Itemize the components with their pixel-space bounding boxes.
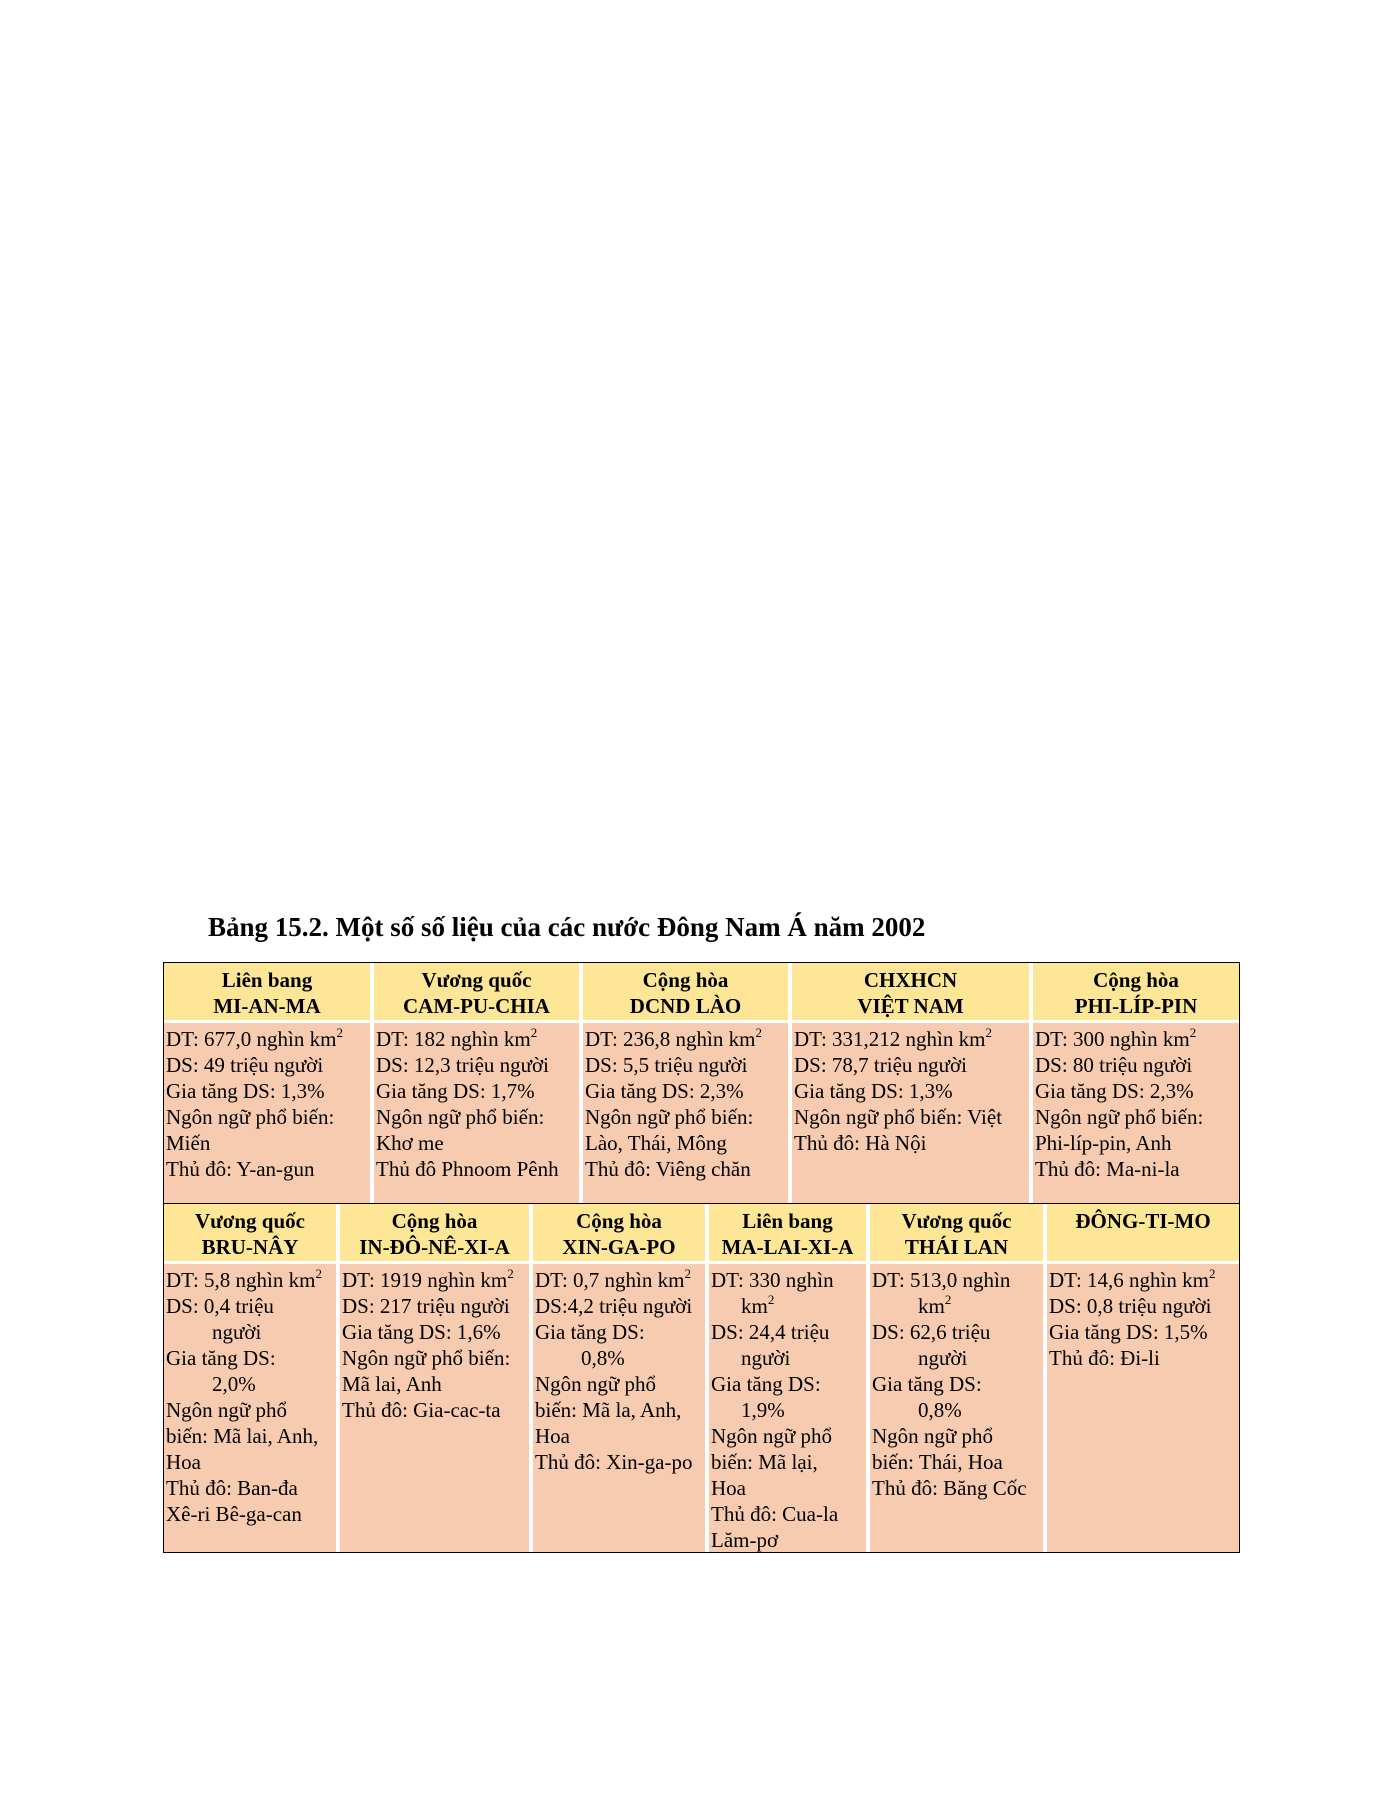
country-cell-brunei: [164, 1204, 340, 1552]
cell-body: DT: 14,6 nghìn $km^2$ DS: 0,8 triệu người Gia tăng DS: 1,5% Thủ đô: Đi-li: [1049, 1266, 1216, 1370]
country-cell-east-timor: [1047, 1204, 1239, 1552]
cell-header: Vương quốc THÁI LAN: [870, 1204, 1043, 1264]
country-cell-cambodia: [374, 963, 583, 1205]
cell-body: DT: 300 nghìn $km^2$ DS: 80 triệu người Gia tăng DS: 2,3% Ngôn ngữ phổ biến: Phi-líp-pin, Anh Thủ đô: Ma-ni-la: [1035, 1025, 1204, 1181]
cell-body: DT: 236,8 nghìn $km^2$ DS: 5,5 triệu người Gia tăng DS: 2,3% Ngôn ngữ phổ biến: Lào, Thái, Mông Thủ đô: Viêng chăn: [585, 1025, 762, 1181]
cell-body: DT: 1919 nghìn $km^2$ DS: 217 triệu người Gia tăng DS: 1,6% Ngôn ngữ phổ biến: Mã lai, Anh Thủ đô: Gia-cac-ta: [342, 1266, 514, 1422]
cell-header: Cộng hòa DCND LÀO: [583, 963, 788, 1023]
cell-body: DT: 330 nghìn $km^2$ DS: 24,4 triệu người Gia tăng DS: 1,9% Ngôn ngữ phổ biến: Mã lại, Hoa Thủ đô: Cua-la Lăm-pơ: [711, 1268, 839, 1552]
cell-header: CHXHCN VIỆT NAM: [792, 963, 1029, 1023]
cell-header: Vương quốc CAM-PU-CHIA: [374, 963, 579, 1023]
cell-body: DT: 513,0 nghìn $km^2$ DS: 62,6 triệu người Gia tăng DS: 0,8% Ngôn ngữ phổ biến: Thái, Hoa Thủ đô: Băng Cốc: [872, 1268, 1027, 1500]
cell-header: Vương quốc BRU-NÂY: [164, 1204, 336, 1264]
cell-body: DT: 0,7 nghìn $km^2$ DS:4,2 triệu người Gia tăng DS: 0,8% Ngôn ngữ phổ biến: Mã la, Anh, Hoa Thủ đô: Xin-ga-po: [535, 1266, 693, 1474]
cell-header: Cộng hòa XIN-GA-PO: [533, 1204, 705, 1264]
cell-body: DT: 182 nghìn $km^2$ DS: 12,3 triệu người Gia tăng DS: 1,7% Ngôn ngữ phổ biến: Khơ me Thủ đô Phnoom Pênh: [376, 1025, 559, 1181]
cell-body: DT: 331,212 nghìn $km^2$ DS: 78,7 triệu người Gia tăng DS: 1,3% Ngôn ngữ phổ biến: Việt Thủ đô: Hà Nội: [794, 1025, 1003, 1155]
country-cell-philippines: [1033, 963, 1239, 1205]
cell-header: Cộng hòa PHI-LÍP-PIN: [1033, 963, 1239, 1023]
table-row-2: [163, 1203, 1240, 1553]
country-cell-vietnam: [792, 963, 1033, 1205]
table-row-1: [163, 962, 1240, 1206]
cell-header: Liên bang MI-AN-MA: [164, 963, 370, 1023]
cell-header: Cộng hòa IN-ĐÔ-NÊ-XI-A: [340, 1204, 529, 1264]
cell-header: Liên bang MA-LAI-XI-A: [709, 1204, 866, 1264]
table-title: Bảng 15.2. Một số số liệu của các nước Đông Nam Á năm 2002: [208, 912, 926, 942]
cell-header: ĐÔNG-TI-MO: [1047, 1204, 1239, 1264]
country-cell-indonesia: [340, 1204, 533, 1552]
country-cell-myanmar: [164, 963, 374, 1205]
cell-body: DT: 5,8 nghìn $km^2$ DS: 0,4 triệu người Gia tăng DS: 2,0% Ngôn ngữ phổ biến: Mã lai, Anh, Hoa Thủ đô: Ban-đa Xê-ri Bê-ga-can: [166, 1266, 322, 1526]
country-cell-singapore: [533, 1204, 709, 1552]
cell-body: DT: 677,0 nghìn $km^2$ DS: 49 triệu người Gia tăng DS: 1,3% Ngôn ngữ phổ biến: Miến Thủ đô: Y-an-gun: [166, 1025, 343, 1181]
country-cell-laos: [583, 963, 792, 1205]
country-cell-thailand: [870, 1204, 1047, 1552]
country-cell-malaysia: [709, 1204, 870, 1552]
